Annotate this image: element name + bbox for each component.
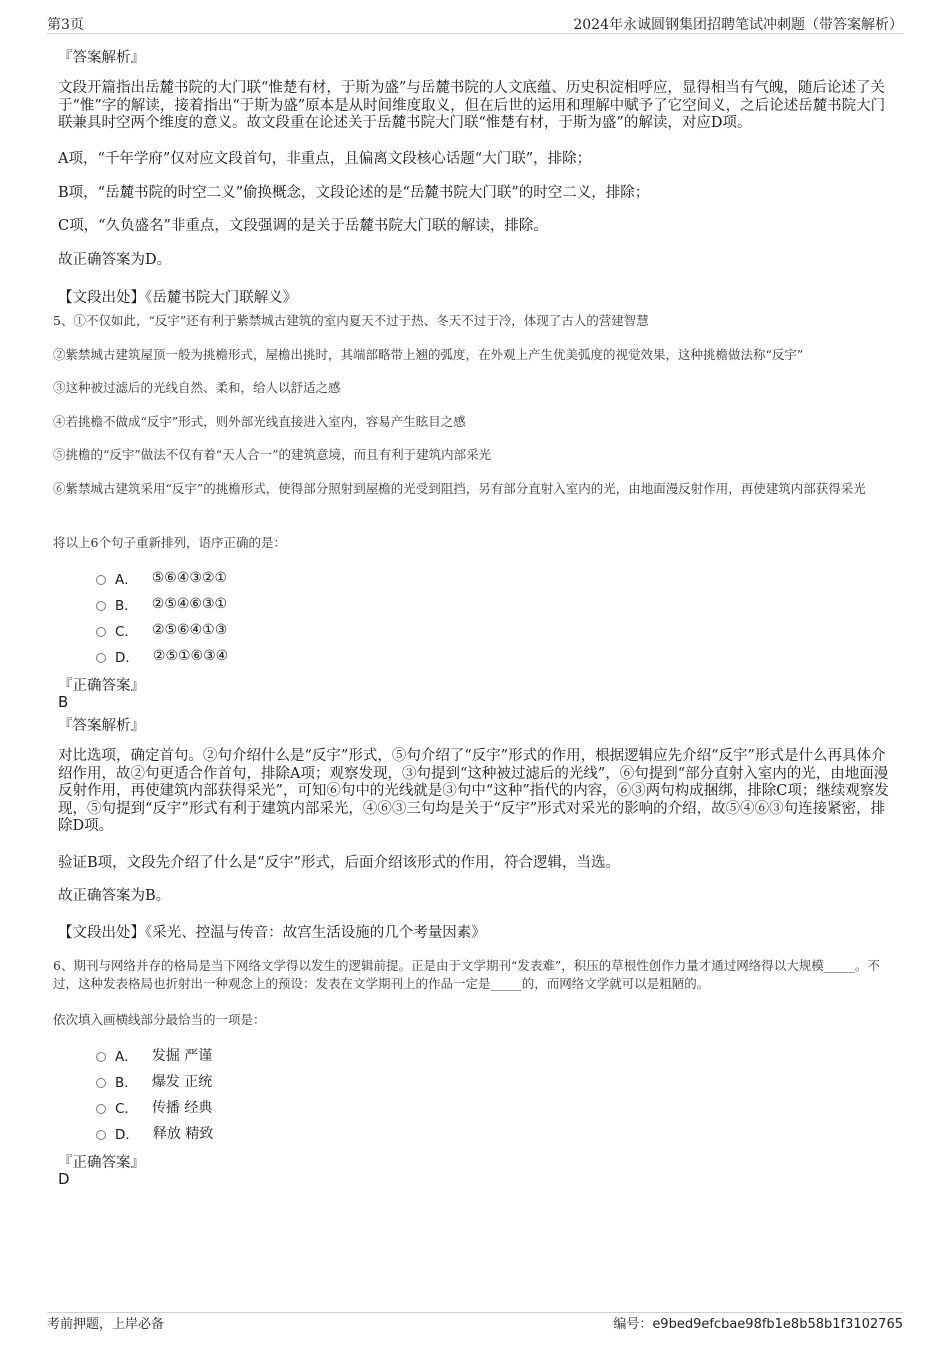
option-letter: D． — [115, 650, 139, 666]
option-letter: B． — [115, 598, 138, 614]
document-title: 2024年永诚圆钢集团招聘笔试冲刺题（带答案解析） — [573, 17, 903, 33]
option-text: ②⑤⑥④①③ — [151, 622, 228, 638]
q4-analysis-paragraph-3: B项，“岳麓书院的时空二义”偷换概念，文段论述的是“岳麓书院大门联”的时空二义，排除； — [58, 185, 650, 201]
q4-analysis-paragraph-1: 文段开篇指出岳麓书院的大门联“惟楚有材，于斯为盛”与岳麓书院的人文底蕴、历史积淀相呼应，显得相当有气魄，随后论述了关于“惟”字的解读，接着指出“于斯为盛”原本是从时间维度取义，但在后世的运用和理解中赋予了它空间义，之后论述岳麓书院大门联兼具时空两个维度的意义。故文段重在论述关于岳麓书院大门联“惟楚有材，于斯为盛”的解读，对应D项。 — [58, 80, 886, 131]
q5-answer-label: 『正确答案』 — [58, 678, 145, 694]
option-text: ②⑤①⑥③④ — [152, 648, 229, 664]
option-text: 发掘 严谨 — [151, 1048, 213, 1064]
q6-option-b[interactable] — [96, 1071, 212, 1091]
q5-source-title: 《采光、控温与传音：故宫生活设施的几个考量因素》 — [145, 925, 486, 941]
q6-answer: D — [58, 1170, 70, 1188]
q4-analysis-paragraph-2: A项，“千年学府”仅对应文段首句，非重点，且偏离文段核心话题“大门联”，排除； — [58, 151, 592, 167]
radio-icon[interactable] — [96, 1078, 106, 1088]
q5-option-a[interactable] — [96, 568, 227, 588]
q4-source-title: 《岳麓书院大门联解义》 — [145, 290, 298, 306]
q5-sentence-5: ⑤挑檐的“反宇”做法不仅有着“天人合一”的建筑意境，而且有利于建筑内部采光 — [53, 447, 492, 462]
q5-sentence-6: ⑥紫禁城古建筑采用“反宇”的挑檐形式，使得部分照射到屋檐的光受到阻挡，另有部分直射入室内的光，由地面漫反射作用，再使建筑内部获得采光 — [53, 481, 866, 496]
q5-analysis-paragraph-2: 验证B项，文段先介绍了什么是“反宇”形式，后面介绍该形式的作用，符合逻辑，当选。 — [58, 855, 620, 871]
q5-option-d[interactable] — [96, 646, 228, 666]
q5-sentence-3: ③这种被过滤后的光线自然、柔和，给人以舒适之感 — [53, 380, 341, 395]
option-letter: A． — [115, 1049, 138, 1065]
radio-icon[interactable] — [96, 1130, 106, 1140]
q5-source — [58, 921, 486, 942]
q6-stem: 6、期刊与网络并存的格局是当下网络文学得以发生的逻辑前提。正是由于文学期刊“发表难”，积压的草根性创作力量才通过网络得以大规模_____。不过，这种发表格局也折射出一种观念上的预设：发表在文学期刊上的作品一定是_____的，而网络文学就可以是粗陋的。 — [53, 958, 880, 991]
footer-slogan: 考前押题，上岸必备 — [47, 1317, 165, 1332]
option-letter: C． — [115, 624, 138, 640]
q5-prompt: 将以上6个句子重新排列，语序正确的是： — [53, 535, 286, 550]
q5-sentence-1: 5、①不仅如此，“反宇”还有利于紫禁城古建筑的室内夏天不过于热、冬天不过于冷，体现了古人的营建智慧 — [53, 313, 649, 328]
q5-option-c[interactable] — [96, 620, 227, 640]
radio-icon[interactable] — [96, 1104, 106, 1114]
document-serial: 编号：e9bed9efcbae98fb1e8b58b1f3102765 — [613, 1317, 903, 1332]
option-text: ②⑤④⑥③① — [151, 596, 228, 612]
radio-icon[interactable] — [96, 627, 106, 637]
q4-analysis-conclusion: 故正确答案为D。 — [58, 252, 172, 268]
q5-source-label: 【文段出处】 — [58, 925, 145, 941]
q6-prompt: 依次填入画横线部分最恰当的一项是： — [53, 1012, 266, 1027]
option-text: 释放 精致 — [152, 1126, 214, 1142]
q5-analysis-conclusion: 故正确答案为B。 — [58, 888, 171, 904]
q5-answer: B — [58, 693, 69, 711]
option-text: ⑤⑥④③②① — [151, 570, 228, 586]
option-letter: D． — [115, 1127, 139, 1143]
q6-option-d[interactable] — [96, 1123, 213, 1143]
option-letter: A． — [115, 572, 138, 588]
q5-sentence-4: ④若挑檐不做成“反宇”形式，则外部光线直接进入室内，容易产生眩目之感 — [53, 414, 466, 429]
q4-analysis-label: 『答案解析』 — [58, 50, 145, 66]
radio-icon[interactable] — [96, 575, 106, 585]
option-letter: B． — [115, 1075, 138, 1091]
option-text: 传播 经典 — [151, 1100, 213, 1116]
q5-analysis-label: 『答案解析』 — [58, 718, 145, 734]
q5-analysis-paragraph-1: 对比选项，确定首句。②句介绍什么是“反宇”形式，⑤句介绍了“反宇”形式的作用，根据逻辑应先介绍“反宇”形式是什么再具体介绍作用，故②句更适合作首句，排除A项；观察发现，③句提到“这种被过滤后的光线”，⑥句提到“部分直射入室内的光，由地面漫反射作用，再使建筑内部获得采光”，可知⑥句中的光线就是③句中“这种”指代的内容，⑥③两句构成捆绑，排除C项；继续观察发现，⑤句提到“反宇”形式有利于建筑内部采光，④⑥③三句均是关于“反宇”形式对采光的影响的介绍，故⑤④⑥③句连接紧密，排除D项。 — [58, 748, 889, 834]
option-letter: C． — [115, 1101, 138, 1117]
option-text: 爆发 正统 — [151, 1074, 213, 1090]
q4-source — [58, 286, 297, 307]
radio-icon[interactable] — [96, 653, 106, 663]
q5-sentence-2: ②紫禁城古建筑屋顶一般为挑檐形式，屋檐出挑时，其端部略带上翘的弧度，在外观上产生优美弧度的视觉效果，这种挑檐做法称“反宇” — [53, 347, 804, 362]
q6-option-c[interactable] — [96, 1097, 212, 1117]
radio-icon[interactable] — [96, 601, 106, 611]
q5-option-b[interactable] — [96, 594, 227, 614]
header-divider — [47, 33, 903, 34]
q6-option-a[interactable] — [96, 1045, 212, 1065]
page-number: 第3页 — [47, 17, 84, 33]
q4-source-label: 【文段出处】 — [58, 290, 145, 306]
q6-answer-label: 『正确答案』 — [58, 1155, 145, 1171]
radio-icon[interactable] — [96, 1052, 106, 1062]
q4-analysis-paragraph-4: C项，“久负盛名”非重点，文段强调的是关于岳麓书院大门联的解读，排除。 — [58, 218, 548, 234]
